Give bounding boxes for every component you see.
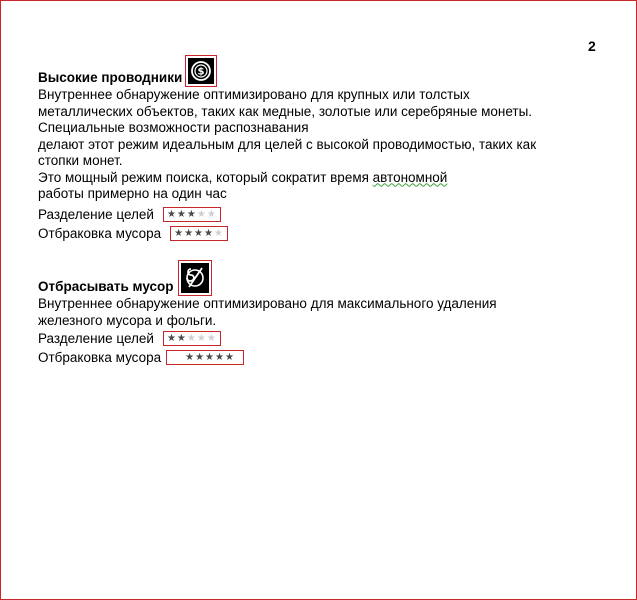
body-line-text: Это мощный режим поиска, который сократит время [38, 169, 373, 185]
body-line: стопки монет. [38, 153, 123, 168]
star-filled-icon: ★ [176, 208, 187, 220]
star-empty-icon: ★ [196, 333, 207, 344]
section-high-conductors [38, 55, 608, 243]
section-discard-trash [38, 260, 608, 367]
rating-trash-rejection [38, 348, 608, 367]
no-trash-icon [178, 260, 212, 296]
body-line [38, 170, 608, 187]
star-empty-icon: ★ [186, 333, 197, 344]
underlined-word: автономной [372, 169, 448, 185]
body-line: Специальные возможности распознавания [38, 120, 309, 135]
star-empty-icon: ★ [196, 208, 207, 220]
star-empty-icon: ★ [206, 333, 217, 344]
star-filled-icon: ★ [205, 352, 215, 363]
rating-label: Разделение целей [38, 206, 154, 222]
section-title: Высокие проводники [38, 70, 183, 85]
rating-trash-rejection [38, 224, 608, 243]
star-filled-icon: ★ [195, 352, 206, 363]
page-number: 2 [588, 38, 596, 54]
star-filled-icon: ★ [166, 208, 177, 220]
body-line: делают этот режим идеальным для целей с высокой проводимостью, таких как [38, 136, 537, 152]
star-rating [166, 350, 244, 365]
star-rating [163, 331, 221, 346]
rating-label: Отбраковка мусора [38, 350, 162, 365]
star-filled-icon: ★ [224, 352, 235, 363]
star-filled-icon: ★ [215, 352, 225, 363]
body-line: работы примерно на один час [38, 186, 227, 201]
body-line: железного мусора и фольги. [38, 312, 217, 328]
rating-target-separation [38, 329, 608, 348]
rating-target-separation [38, 205, 608, 224]
rating-label: Отбраковка мусора [38, 225, 162, 241]
star-rating [170, 226, 228, 241]
body-line: Внутреннее обнаружение оптимизировано для крупных или толстых [38, 87, 470, 102]
dollar-coin-icon [185, 55, 217, 87]
rating-label: Разделение целей [38, 331, 154, 346]
star-filled-icon: ★ [186, 208, 197, 220]
star-empty-icon: ★ [206, 208, 217, 220]
star-rating [163, 207, 221, 222]
section-heading [38, 260, 608, 296]
star-filled-icon: ★ [176, 333, 187, 344]
star-filled-icon: ★ [166, 333, 177, 344]
star-filled-icon: ★ [184, 227, 195, 239]
star-filled-icon: ★ [174, 227, 185, 239]
section-heading [38, 55, 608, 87]
star-empty-icon: ★ [213, 227, 224, 239]
svg-text:$: $ [197, 66, 205, 78]
star-filled-icon: ★ [194, 227, 204, 239]
star-filled-icon: ★ [204, 227, 214, 239]
star-filled-icon: ★ [185, 352, 196, 363]
body-line: Внутреннее обнаружение оптимизировано для максимального удаления [38, 296, 497, 311]
body-line: металлических объектов, таких как медные, золотые или серебряные монеты. [38, 103, 533, 119]
section-title: Отбрасывать мусор [38, 279, 174, 294]
